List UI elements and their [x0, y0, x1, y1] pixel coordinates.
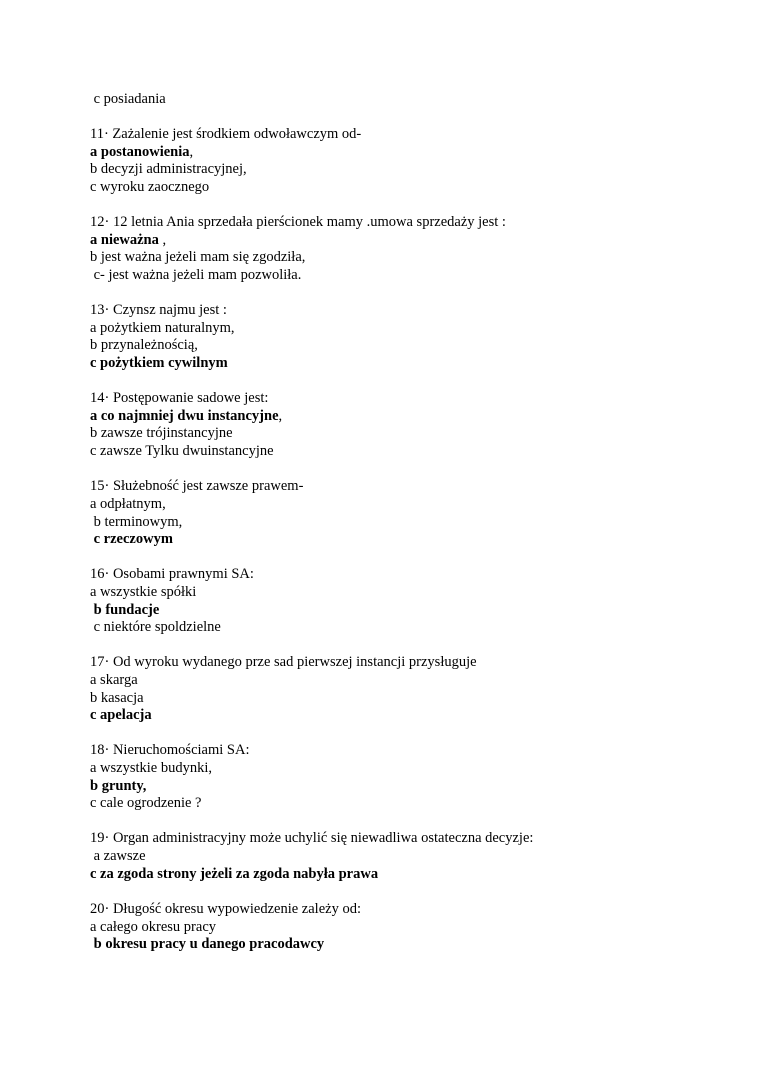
q17-option-c-answer: c apelacja — [90, 707, 152, 723]
q11-option-a — [90, 144, 193, 162]
q12-option-a — [90, 232, 166, 250]
q11-option-a-answer: a postanowienia — [90, 144, 190, 160]
q12-option-b: b jest ważna jeżeli mam się zgodziła, — [90, 249, 306, 265]
q16-question: 16· Osobami prawnymi SA: — [90, 566, 254, 582]
q11-option-a-tail: , — [189, 144, 194, 160]
q16-option-b-answer: b fundacje — [90, 602, 160, 618]
q13-option-a: a pożytkiem naturalnym, — [90, 320, 235, 336]
q13-question: 13· Czynsz najmu jest : — [90, 302, 227, 318]
q14-option-a-answer: a co najmniej dwu instancyjne — [90, 408, 279, 424]
q17-option-a: a skarga — [90, 672, 138, 688]
q14-question: 14· Postępowanie sadowe jest: — [90, 390, 269, 406]
q13-option-b: b przynależnością, — [90, 337, 198, 353]
intro-option-c: c posiadania — [90, 91, 166, 107]
q19-option-a: a zawsze — [90, 848, 146, 864]
q18-option-c: c cale ogrodzenie ? — [90, 795, 202, 811]
q18-question: 18· Nieruchomościami SA: — [90, 742, 250, 758]
q15-question: 15· Służebność jest zawsze prawem- — [90, 478, 304, 494]
q17-question: 17· Od wyroku wydanego prze sad pierwszej instancji przysługuje — [90, 654, 477, 670]
q14-option-a-tail: , — [278, 408, 283, 424]
q15-option-b: b terminowym, — [90, 514, 183, 530]
q14-option-a — [90, 408, 282, 426]
q12-option-a-answer: a nieważna — [90, 232, 159, 248]
q20-option-b-answer: b okresu pracy u danego pracodawcy — [90, 936, 325, 952]
q11-option-c: c wyroku zaocznego — [90, 179, 210, 195]
q15-option-c-answer: c rzeczowym — [90, 531, 173, 547]
q13-option-c-answer: c pożytkiem cywilnym — [90, 355, 228, 371]
q20-question: 20· Długość okresu wypowiedzenie zależy od: — [90, 901, 361, 917]
q14-option-c: c zawsze Tylku dwuinstancyjne — [90, 443, 274, 459]
q12-option-a-tail: , — [158, 232, 167, 248]
q19-option-c-answer: c za zgoda strony jeżeli za zgoda nabyła prawa — [90, 866, 379, 882]
q11-option-b: b decyzji administracyjnej, — [90, 161, 247, 177]
q11-question: 11· Zażalenie jest środkiem odwoławczym od- — [90, 126, 362, 142]
q17-option-b: b kasacja — [90, 690, 144, 706]
q18-option-a: a wszystkie budynki, — [90, 760, 213, 776]
q12-option-c: c- jest ważna jeżeli mam pozwoliła. — [90, 267, 302, 283]
q19-question: 19· Organ administracyjny może uchylić się niewadliwa ostateczna decyzje: — [90, 830, 534, 846]
q14-option-b: b zawsze trójinstancyjne — [90, 425, 233, 441]
q18-option-b-answer: b grunty, — [90, 778, 147, 794]
q16-option-a: a wszystkie spółki — [90, 584, 197, 600]
q16-option-c: c niektóre spoldzielne — [90, 619, 221, 635]
q20-option-a: a całego okresu pracy — [90, 919, 217, 935]
q15-option-a: a odpłatnym, — [90, 496, 166, 512]
q12-question: 12· 12 letnia Ania sprzedała pierścionek mamy .umowa sprzedaży jest : — [90, 214, 506, 230]
